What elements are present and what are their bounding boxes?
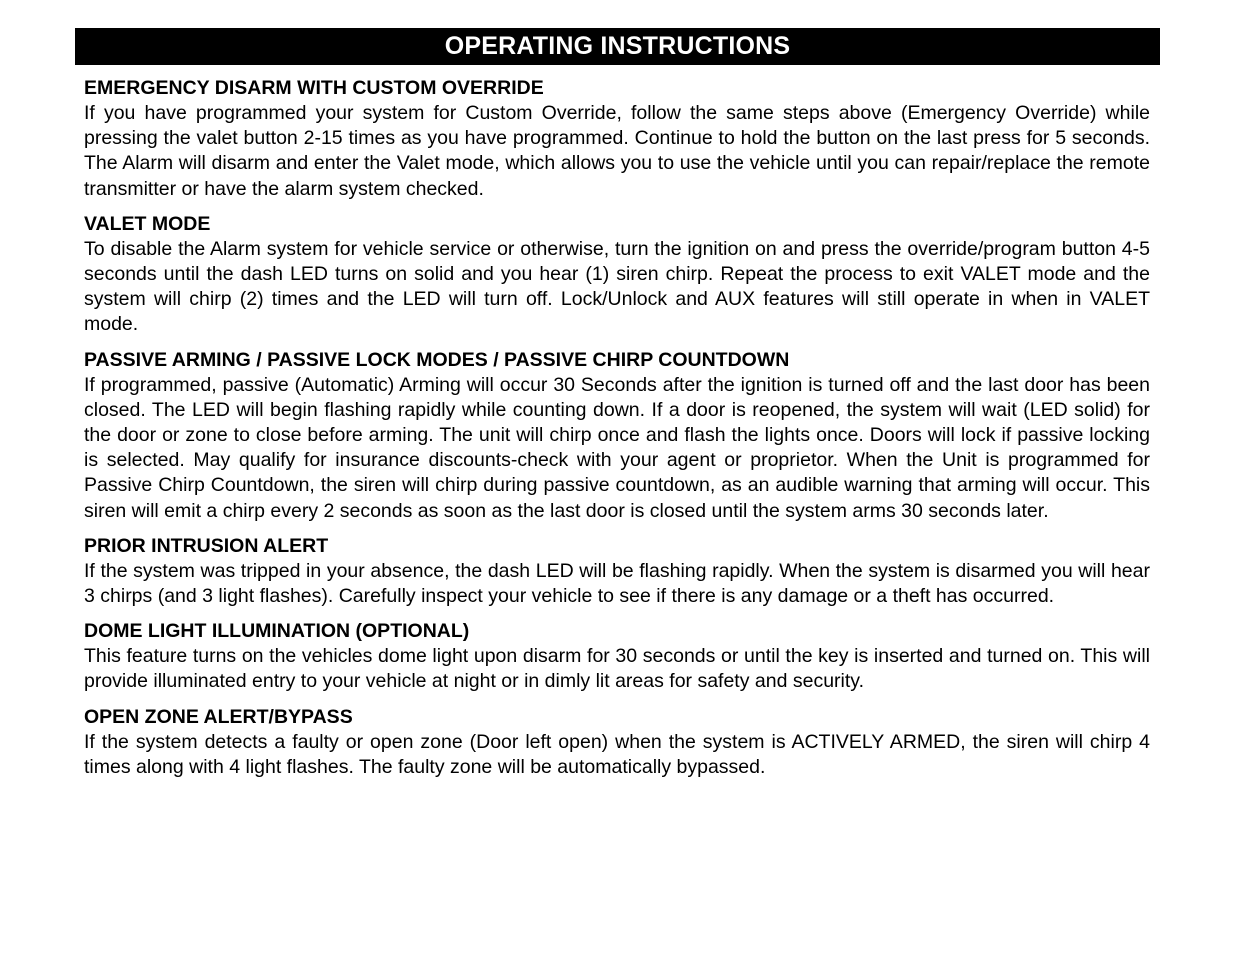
page-title: OPERATING INSTRUCTIONS bbox=[444, 32, 791, 60]
section-body: If programmed, passive (Automatic) Arming will occur 30 Seconds after the ignition is turned off and the last door has been closed. The LED will begin flashing rapidly while counting down. If a door is reopened, the system will wait (LED solid) for the door or zone to close before arming. The unit will chirp once and flash the lights once. Doors will lock if passive locking is selected. May qualify for insurance discounts-check with your agent or proprietor. When the Unit is programmed for Passive Chirp Countdown, the siren will chirp during passive countdown, as an audible warning that arming will occur. This siren will emit a chirp every 2 seconds as soon as the last door is closed until the system arms 30 seconds later. bbox=[84, 373, 1150, 522]
section-heading: EMERGENCY DISARM WITH CUSTOM OVERRIDE bbox=[84, 77, 544, 99]
section-open-zone-alert bbox=[84, 705, 1150, 780]
section-heading: VALET MODE bbox=[84, 212, 211, 235]
section-emergency-disarm bbox=[84, 76, 1150, 202]
section-dome-light bbox=[84, 619, 1150, 694]
section-heading: DOME LIGHT ILLUMINATION (OPTIONAL) bbox=[84, 620, 470, 643]
section-prior-intrusion-alert bbox=[84, 534, 1150, 609]
section-body: To disable the Alarm system for vehicle service or otherwise, turn the ignition on and press the override/program button 4-5 seconds until the dash LED turns on solid and you hear (1) siren chirp. Repeat the process to exit VALET mode and the system will chirp (2) times and the LED will turn off. Lock/Unlock and AUX features will still operate in when in VALET mode. bbox=[84, 237, 1150, 336]
page-title-bar bbox=[75, 28, 1160, 65]
section-body: If you have programmed your system for Custom Override, follow the same steps above (Emergency Override) while pressing the valet button 2-15 times as you have programmed. Continue to hold the button on the last press for 5 seconds. The Alarm will disarm and enter the Valet mode, which allows you to use the vehicle until you can repair/replace the remote transmitter or have the alarm system checked. bbox=[84, 102, 1150, 200]
instructions-content bbox=[84, 76, 1150, 790]
section-passive-arming bbox=[84, 348, 1150, 524]
section-body: This feature turns on the vehicles dome light upon disarm for 30 seconds or until the key is inserted and turned on. This will provide illuminated entry to your vehicle at night or in dimly lit areas for safety and security. bbox=[84, 645, 1150, 693]
section-body: If the system detects a faulty or open zone (Door left open) when the system is ACTIVELY ARMED, the siren will chirp 4 times along with 4 light flashes. The faulty zone will be automatically bypassed. bbox=[84, 730, 1150, 778]
section-heading: PASSIVE ARMING / PASSIVE LOCK MODES / PASSIVE CHIRP COUNTDOWN bbox=[84, 348, 790, 371]
section-heading: PRIOR INTRUSION ALERT bbox=[84, 534, 329, 557]
section-body: If the system was tripped in your absence, the dash LED will be flashing rapidly. When the system is disarmed you will hear 3 chirps (and 3 light flashes). Carefully inspect your vehicle to see if there is any damage or a theft has occurred. bbox=[84, 559, 1150, 608]
section-valet-mode bbox=[84, 212, 1150, 338]
section-heading: OPEN ZONE ALERT/BYPASS bbox=[84, 705, 353, 728]
